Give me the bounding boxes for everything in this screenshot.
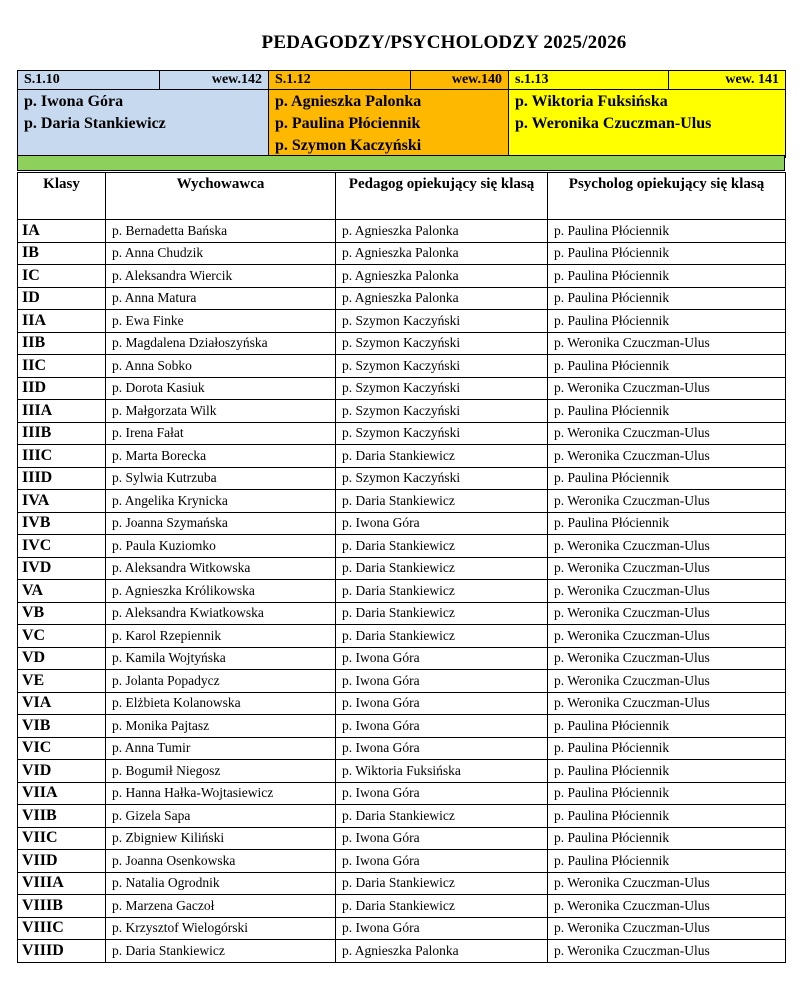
table-row bbox=[18, 490, 786, 513]
homeroom-teacher-cell: p. Bogumił Niegosz bbox=[106, 760, 336, 783]
room-extension: wew.142 bbox=[160, 71, 269, 90]
class-cell: IVC bbox=[18, 535, 106, 558]
staff-name: p. Agnieszka Palonka bbox=[275, 93, 422, 110]
table-row bbox=[18, 310, 786, 333]
psychologist-cell: p. Paulina Płóciennik bbox=[548, 760, 786, 783]
psychologist-cell: p. Paulina Płóciennik bbox=[548, 467, 786, 490]
homeroom-teacher-cell: p. Karol Rzepiennik bbox=[106, 625, 336, 648]
staff-name: p. Wiktoria Fuksińska bbox=[515, 93, 668, 110]
table-row bbox=[18, 647, 786, 670]
class-cell: VID bbox=[18, 760, 106, 783]
table-row bbox=[18, 377, 786, 400]
psychologist-cell: p. Weronika Czuczman-Ulus bbox=[548, 422, 786, 445]
class-cell: IVA bbox=[18, 490, 106, 513]
homeroom-teacher-cell: p. Agnieszka Królikowska bbox=[106, 580, 336, 603]
homeroom-teacher-cell: p. Daria Stankiewicz bbox=[106, 940, 336, 963]
column-header-psychologist: Psycholog opiekujący się klasą bbox=[548, 173, 786, 220]
class-cell: VIID bbox=[18, 850, 106, 873]
homeroom-teacher-cell: p. Aleksandra Witkowska bbox=[106, 557, 336, 580]
class-cell: IC bbox=[18, 265, 106, 288]
pedagogue-cell: p. Daria Stankiewicz bbox=[336, 895, 548, 918]
class-cell: VIIID bbox=[18, 940, 106, 963]
psychologist-cell: p. Weronika Czuczman-Ulus bbox=[548, 557, 786, 580]
homeroom-teacher-cell: p. Hanna Hałka-Wojtasiewicz bbox=[106, 782, 336, 805]
staff-name: p. Daria Stankiewicz bbox=[24, 115, 166, 132]
psychologist-cell: p. Paulina Płóciennik bbox=[548, 737, 786, 760]
homeroom-teacher-cell: p. Marta Borecka bbox=[106, 445, 336, 468]
pedagogue-cell: p. Daria Stankiewicz bbox=[336, 872, 548, 895]
homeroom-teacher-cell: p. Małgorzata Wilk bbox=[106, 400, 336, 423]
table-row bbox=[18, 670, 786, 693]
psychologist-cell: p. Weronika Czuczman-Ulus bbox=[548, 940, 786, 963]
table-row bbox=[18, 580, 786, 603]
pedagogue-cell: p. Szymon Kaczyński bbox=[336, 355, 548, 378]
class-cell: IIIA bbox=[18, 400, 106, 423]
table-row bbox=[18, 535, 786, 558]
class-cell: VIIIC bbox=[18, 917, 106, 940]
homeroom-teacher-cell: p. Sylwia Kutrzuba bbox=[106, 467, 336, 490]
homeroom-teacher-cell: p. Anna Sobko bbox=[106, 355, 336, 378]
rooms-staff-row bbox=[18, 90, 786, 158]
psychologist-cell: p. Weronika Czuczman-Ulus bbox=[548, 332, 786, 355]
table-row bbox=[18, 400, 786, 423]
psychologist-cell: p. Weronika Czuczman-Ulus bbox=[548, 445, 786, 468]
staff-name: p. Paulina Płóciennik bbox=[275, 115, 421, 132]
homeroom-teacher-cell: p. Irena Fałat bbox=[106, 422, 336, 445]
table-header-row bbox=[18, 173, 786, 220]
homeroom-teacher-cell: p. Gizela Sapa bbox=[106, 805, 336, 828]
divider-bar bbox=[17, 155, 785, 171]
pedagogue-cell: p. Iwona Góra bbox=[336, 827, 548, 850]
class-cell: IIC bbox=[18, 355, 106, 378]
homeroom-teacher-cell: p. Monika Pajtasz bbox=[106, 715, 336, 738]
class-cell: VIC bbox=[18, 737, 106, 760]
table-row bbox=[18, 850, 786, 873]
homeroom-teacher-cell: p. Kamila Wojtyńska bbox=[106, 647, 336, 670]
psychologist-cell: p. Paulina Płóciennik bbox=[548, 242, 786, 265]
pedagogue-cell: p. Iwona Góra bbox=[336, 512, 548, 535]
pedagogue-cell: p. Szymon Kaczyński bbox=[336, 377, 548, 400]
table-row bbox=[18, 557, 786, 580]
table-body bbox=[18, 220, 786, 963]
pedagogue-cell: p. Iwona Góra bbox=[336, 782, 548, 805]
homeroom-teacher-cell: p. Magdalena Działoszyńska bbox=[106, 332, 336, 355]
class-assignments-table bbox=[17, 172, 786, 963]
homeroom-teacher-cell: p. Dorota Kasiuk bbox=[106, 377, 336, 400]
psychologist-cell: p. Weronika Czuczman-Ulus bbox=[548, 625, 786, 648]
pedagogue-cell: p. Iwona Góra bbox=[336, 692, 548, 715]
pedagogue-cell: p. Agnieszka Palonka bbox=[336, 287, 548, 310]
class-cell: VIIB bbox=[18, 805, 106, 828]
homeroom-teacher-cell: p. Joanna Szymańska bbox=[106, 512, 336, 535]
homeroom-teacher-cell: p. Paula Kuziomko bbox=[106, 535, 336, 558]
table-row bbox=[18, 220, 786, 243]
psychologist-cell: p. Paulina Płóciennik bbox=[548, 715, 786, 738]
staff-name: p. Iwona Góra bbox=[24, 93, 124, 110]
psychologist-cell: p. Weronika Czuczman-Ulus bbox=[548, 602, 786, 625]
psychologist-cell: p. Weronika Czuczman-Ulus bbox=[548, 535, 786, 558]
column-header-homeroom-teacher: Wychowawca bbox=[106, 173, 336, 220]
rooms-header-row bbox=[18, 71, 786, 90]
room-number: S.1.10 bbox=[18, 71, 160, 90]
pedagogue-cell: p. Szymon Kaczyński bbox=[336, 467, 548, 490]
column-header-pedagogue: Pedagog opiekujący się klasą bbox=[336, 173, 548, 220]
homeroom-teacher-cell: p. Zbigniew Kiliński bbox=[106, 827, 336, 850]
table-row bbox=[18, 422, 786, 445]
pedagogue-cell: p. Iwona Góra bbox=[336, 647, 548, 670]
pedagogue-cell: p. Iwona Góra bbox=[336, 917, 548, 940]
room-number: S.1.12 bbox=[269, 71, 411, 90]
psychologist-cell: p. Weronika Czuczman-Ulus bbox=[548, 692, 786, 715]
psychologist-cell: p. Paulina Płóciennik bbox=[548, 265, 786, 288]
homeroom-teacher-cell: p. Joanna Osenkowska bbox=[106, 850, 336, 873]
class-cell: IVB bbox=[18, 512, 106, 535]
class-cell: IB bbox=[18, 242, 106, 265]
staff-name: p. Szymon Kaczyński bbox=[275, 137, 422, 154]
table-row bbox=[18, 355, 786, 378]
room-staff-list bbox=[269, 90, 509, 158]
table-row bbox=[18, 512, 786, 535]
psychologist-cell: p. Paulina Płóciennik bbox=[548, 220, 786, 243]
psychologist-cell: p. Paulina Płóciennik bbox=[548, 287, 786, 310]
table-row bbox=[18, 242, 786, 265]
class-cell: IIID bbox=[18, 467, 106, 490]
class-cell: VIIIA bbox=[18, 872, 106, 895]
pedagogue-cell: p. Iwona Góra bbox=[336, 737, 548, 760]
room-extension: wew.140 bbox=[411, 71, 509, 90]
homeroom-teacher-cell: p. Elżbieta Kolanowska bbox=[106, 692, 336, 715]
psychologist-cell: p. Weronika Czuczman-Ulus bbox=[548, 580, 786, 603]
table-row bbox=[18, 602, 786, 625]
table-row bbox=[18, 872, 786, 895]
class-cell: ID bbox=[18, 287, 106, 310]
pedagogue-cell: p. Daria Stankiewicz bbox=[336, 557, 548, 580]
table-row bbox=[18, 760, 786, 783]
psychologist-cell: p. Weronika Czuczman-Ulus bbox=[548, 377, 786, 400]
table-row bbox=[18, 287, 786, 310]
pedagogue-cell: p. Daria Stankiewicz bbox=[336, 580, 548, 603]
homeroom-teacher-cell: p. Marzena Gaczoł bbox=[106, 895, 336, 918]
pedagogue-cell: p. Szymon Kaczyński bbox=[336, 400, 548, 423]
homeroom-teacher-cell: p. Aleksandra Kwiatkowska bbox=[106, 602, 336, 625]
class-cell: IIB bbox=[18, 332, 106, 355]
homeroom-teacher-cell: p. Krzysztof Wielogórski bbox=[106, 917, 336, 940]
psychologist-cell: p. Weronika Czuczman-Ulus bbox=[548, 872, 786, 895]
class-cell: IVD bbox=[18, 557, 106, 580]
psychologist-cell: p. Weronika Czuczman-Ulus bbox=[548, 647, 786, 670]
psychologist-cell: p. Weronika Czuczman-Ulus bbox=[548, 895, 786, 918]
pedagogue-cell: p. Daria Stankiewicz bbox=[336, 535, 548, 558]
psychologist-cell: p. Weronika Czuczman-Ulus bbox=[548, 670, 786, 693]
pedagogue-cell: p. Agnieszka Palonka bbox=[336, 242, 548, 265]
homeroom-teacher-cell: p. Natalia Ogrodnik bbox=[106, 872, 336, 895]
psychologist-cell: p. Weronika Czuczman-Ulus bbox=[548, 490, 786, 513]
room-staff-list bbox=[18, 90, 269, 158]
class-cell: VB bbox=[18, 602, 106, 625]
pedagogue-cell: p. Daria Stankiewicz bbox=[336, 625, 548, 648]
homeroom-teacher-cell: p. Ewa Finke bbox=[106, 310, 336, 333]
pedagogue-cell: p. Iwona Góra bbox=[336, 850, 548, 873]
psychologist-cell: p. Paulina Płóciennik bbox=[548, 310, 786, 333]
psychologist-cell: p. Weronika Czuczman-Ulus bbox=[548, 917, 786, 940]
pedagogue-cell: p. Iwona Góra bbox=[336, 715, 548, 738]
class-cell: IIIC bbox=[18, 445, 106, 468]
psychologist-cell: p. Paulina Płóciennik bbox=[548, 512, 786, 535]
class-cell: IID bbox=[18, 377, 106, 400]
rooms-table bbox=[17, 70, 786, 158]
table-row bbox=[18, 895, 786, 918]
psychologist-cell: p. Paulina Płóciennik bbox=[548, 805, 786, 828]
homeroom-teacher-cell: p. Bernadetta Bańska bbox=[106, 220, 336, 243]
room-extension: wew. 141 bbox=[669, 71, 786, 90]
table-row bbox=[18, 737, 786, 760]
class-cell: VA bbox=[18, 580, 106, 603]
table-row bbox=[18, 940, 786, 963]
homeroom-teacher-cell: p. Jolanta Popadycz bbox=[106, 670, 336, 693]
table-row bbox=[18, 805, 786, 828]
page-title: PEDAGODZY/PSYCHOLODZY 2025/2026 bbox=[261, 32, 627, 53]
room-staff-list bbox=[509, 90, 786, 158]
class-cell: VIB bbox=[18, 715, 106, 738]
table-row bbox=[18, 265, 786, 288]
homeroom-teacher-cell: p. Aleksandra Wiercik bbox=[106, 265, 336, 288]
table-row bbox=[18, 917, 786, 940]
pedagogue-cell: p. Wiktoria Fuksińska bbox=[336, 760, 548, 783]
class-cell: VE bbox=[18, 670, 106, 693]
pedagogue-cell: p. Szymon Kaczyński bbox=[336, 332, 548, 355]
class-cell: IIA bbox=[18, 310, 106, 333]
homeroom-teacher-cell: p. Anna Matura bbox=[106, 287, 336, 310]
class-cell: VIIC bbox=[18, 827, 106, 850]
homeroom-teacher-cell: p. Angelika Krynicka bbox=[106, 490, 336, 513]
table-row bbox=[18, 332, 786, 355]
class-cell: VIIIB bbox=[18, 895, 106, 918]
pedagogue-cell: p. Agnieszka Palonka bbox=[336, 940, 548, 963]
pedagogue-cell: p. Szymon Kaczyński bbox=[336, 422, 548, 445]
psychologist-cell: p. Paulina Płóciennik bbox=[548, 827, 786, 850]
table-row bbox=[18, 715, 786, 738]
homeroom-teacher-cell: p. Anna Chudzik bbox=[106, 242, 336, 265]
class-cell: VIIA bbox=[18, 782, 106, 805]
pedagogue-cell: p. Szymon Kaczyński bbox=[336, 310, 548, 333]
pedagogue-cell: p. Daria Stankiewicz bbox=[336, 602, 548, 625]
room-number: s.1.13 bbox=[509, 71, 669, 90]
column-header-class: Klasy bbox=[18, 173, 106, 220]
table-row bbox=[18, 625, 786, 648]
table-row bbox=[18, 445, 786, 468]
class-cell: IIIB bbox=[18, 422, 106, 445]
table-row bbox=[18, 467, 786, 490]
pedagogue-cell: p. Iwona Góra bbox=[336, 670, 548, 693]
table-row bbox=[18, 782, 786, 805]
psychologist-cell: p. Paulina Płóciennik bbox=[548, 850, 786, 873]
class-cell: VD bbox=[18, 647, 106, 670]
pedagogue-cell: p. Daria Stankiewicz bbox=[336, 805, 548, 828]
pedagogue-cell: p. Agnieszka Palonka bbox=[336, 265, 548, 288]
table-row bbox=[18, 827, 786, 850]
pedagogue-cell: p. Daria Stankiewicz bbox=[336, 445, 548, 468]
class-cell: IA bbox=[18, 220, 106, 243]
homeroom-teacher-cell: p. Anna Tumir bbox=[106, 737, 336, 760]
class-cell: VIA bbox=[18, 692, 106, 715]
staff-name: p. Weronika Czuczman-Ulus bbox=[515, 115, 712, 132]
pedagogue-cell: p. Agnieszka Palonka bbox=[336, 220, 548, 243]
table-row bbox=[18, 692, 786, 715]
psychologist-cell: p. Paulina Płóciennik bbox=[548, 355, 786, 378]
class-cell: VC bbox=[18, 625, 106, 648]
psychologist-cell: p. Paulina Płóciennik bbox=[548, 400, 786, 423]
psychologist-cell: p. Paulina Płóciennik bbox=[548, 782, 786, 805]
pedagogue-cell: p. Daria Stankiewicz bbox=[336, 490, 548, 513]
